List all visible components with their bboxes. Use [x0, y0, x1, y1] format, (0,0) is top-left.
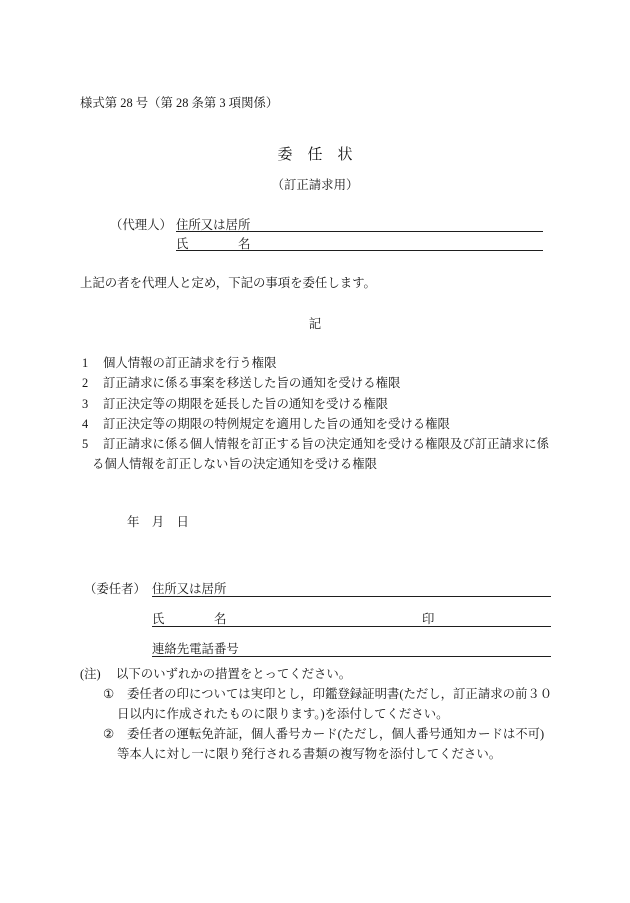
- authority-item-number: 5: [82, 437, 89, 451]
- note-item-text: 委任者の印については実印とし，印鑑登録証明書(ただし，訂正請求の前３０: [127, 687, 553, 701]
- principal-address-line: [152, 596, 551, 597]
- notes-label: (注): [80, 667, 101, 681]
- agent-name-label: 氏 名: [176, 237, 251, 251]
- authority-item-number: 1: [82, 356, 89, 370]
- authority-item-text: 訂正決定等の期限を延長した旨の通知を受ける権限: [103, 397, 388, 411]
- note-item-marker: ②: [103, 727, 115, 741]
- principal-role-label: （委任者）: [84, 582, 146, 596]
- principal-phone-line: [152, 656, 551, 657]
- authority-item-text: 個人情報の訂正請求を行う権限: [103, 356, 277, 370]
- principal-name-label: 氏 名: [152, 612, 227, 626]
- note-item-marker: ①: [103, 687, 115, 701]
- authority-item-text-continuation: る個人情報を訂正しない旨の決定通知を受ける権限: [92, 457, 377, 471]
- principal-address-label: 住所又は居所: [152, 582, 227, 596]
- principal-phone-label: 連絡先電話番号: [152, 642, 239, 656]
- agent-name-line: [176, 250, 543, 251]
- authority-item-number: 3: [82, 397, 89, 411]
- document-subtitle: （訂正請求用）: [271, 178, 359, 192]
- authority-item-number: 4: [82, 417, 89, 431]
- authority-item-number: 2: [82, 376, 89, 390]
- document-title: 委 任 状: [277, 147, 353, 163]
- principal-seal-label: 印: [422, 612, 435, 626]
- principal-name-line: [152, 626, 551, 627]
- notes-intro: 以下のいずれかの措置をとってください。: [116, 667, 352, 681]
- agent-role-label: （代理人）: [110, 218, 172, 232]
- note-item-text-continuation: 等本人に対し一に限り発行される書類の複写物を添付してください。: [117, 747, 502, 761]
- authority-item-text: 訂正決定等の期限の特例規定を適用した旨の通知を受ける権限: [103, 417, 450, 431]
- authority-item-text: 訂正請求に係る個人情報を訂正する旨の決定通知を受ける権限及び訂正請求に係: [103, 437, 550, 451]
- form-number-label: 様式第 28 号（第 28 条第 3 項関係）: [80, 96, 279, 110]
- note-item-text: 委任者の運転免許証，個人番号カード(ただし，個人番号通知カードは不可): [127, 727, 545, 741]
- date-line: 年 月 日: [127, 515, 189, 529]
- note-item-text-continuation: 日以内に作成されたものに限ります。)を添付してください。: [117, 707, 449, 721]
- ki-heading: 記: [308, 317, 322, 331]
- agent-address-line: [176, 231, 543, 232]
- delegation-statement: 上記の者を代理人と定め，下記の事項を委任します。: [80, 276, 376, 290]
- agent-address-label: 住所又は居所: [176, 218, 251, 232]
- authority-item-text: 訂正請求に係る事案を移送した旨の通知を受ける権限: [103, 376, 401, 390]
